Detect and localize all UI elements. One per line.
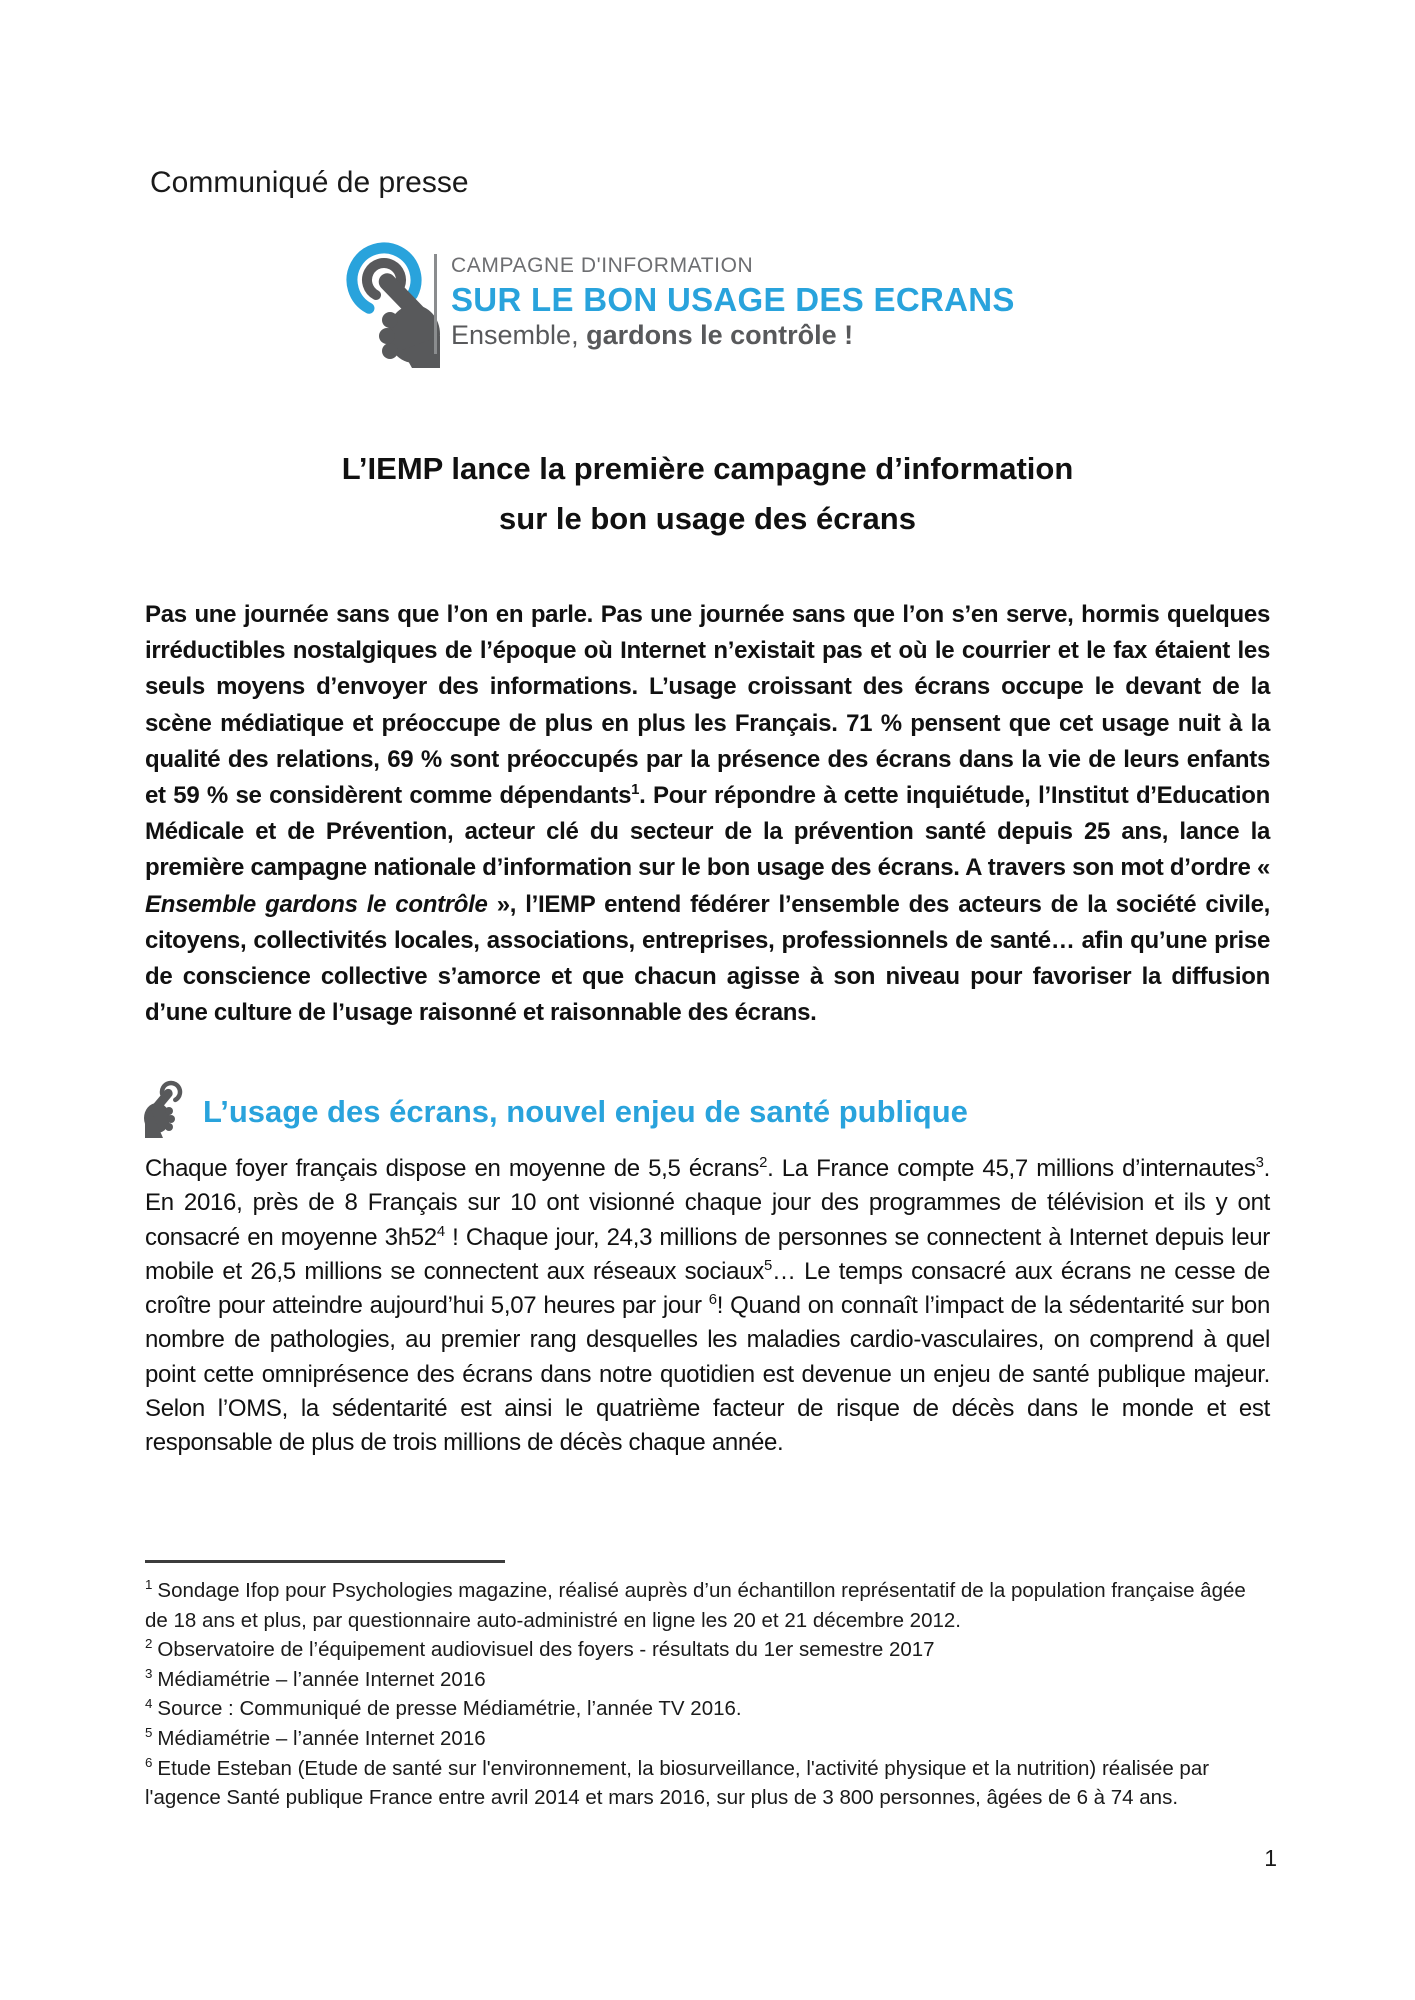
footnote-text: Médiamétrie – l’année Internet 2016 xyxy=(157,1726,486,1750)
intro-text-1: Pas une journée sans que l’on en parle. Pas une journée sans que l’on s’en serve, hormis quelques irréductibles nostalgiques de l’époque où Internet n’existait pas et où le courrier et le fax étaient les seuls moyens d’envoyer des informations. L’usage croissant des écrans occupe le devant de la scène médiatique et préoccupe de plus en plus les Français. 71 % pensent que cet usage nuit à la qualité des relations, 69 % sont préoccupés par la présence des écrans dans la vie de leurs enfants et 59 % se considèrent comme dépendants xyxy=(145,601,1270,810)
footnote-text: Observatoire de l’équipement audiovisuel des foyers - résultats du 1er semestre 2017 xyxy=(157,1638,935,1662)
document-title-line1: L’IEMP lance la première campagne d’information xyxy=(341,451,1074,486)
footnote-ref-6: 6 xyxy=(708,1292,717,1309)
footnote-number: 4 xyxy=(145,1695,153,1711)
body-text-1: Chaque foyer français dispose en moyenne de 5,5 écrans xyxy=(145,1155,760,1182)
footnote-separator xyxy=(145,1560,505,1563)
intro-text-2: . Pour répondre à cette inquiétude, l’Institut d’Education Médicale et de Prévention, acteur clé du secteur de la prévention santé depuis 25 ans, lance la première campagne nationale d’information sur le bon usage des écrans. A travers son mot d’ordre « xyxy=(145,782,1270,882)
intro-paragraph xyxy=(145,597,1270,1031)
page-number: 1 xyxy=(1264,1845,1277,1871)
section-title: L’usage des écrans, nouvel enjeu de santé publique xyxy=(203,1094,968,1129)
document-title-line2: sur le bon usage des écrans xyxy=(499,501,916,536)
footnote-text: Sondage Ifop pour Psychologies magazine, réalisé auprès d’un échantillon représentatif de la population française âgée de 18 ans et plus, par questionnaire auto-administré en ligne les 20 et 21 décembre 2012. xyxy=(145,1579,1246,1632)
logo-text-block xyxy=(451,240,1015,351)
body-text-5: … Le temps consacré aux écrans ne cesse de croître pour atteindre aujourd’hui 5,07 heures par jour xyxy=(145,1257,1270,1320)
footnote-text: Source : Communiqué de presse Médiamétrie, l’année TV 2016. xyxy=(157,1697,742,1721)
logo-tagline-bold: gardons le contrôle ! xyxy=(586,320,854,350)
footnote-number: 5 xyxy=(145,1725,153,1741)
logo-tagline xyxy=(451,320,1015,351)
footnote-item xyxy=(145,1724,1270,1754)
footnote-item xyxy=(145,1665,1270,1695)
footnote-ref-2: 2 xyxy=(759,1155,768,1171)
footnote-item xyxy=(145,1635,1270,1665)
footnote-ref-3: 3 xyxy=(1255,1155,1264,1171)
footnote-number: 1 xyxy=(145,1577,153,1593)
section-hand-icon xyxy=(143,1080,185,1143)
body-text-4: ! Chaque jour, 24,3 millions de personnes se connectent à Internet depuis leur mobile et 26,5 millions se connectent aux réseaux sociaux xyxy=(145,1223,1270,1285)
section-heading-row xyxy=(143,1078,968,1143)
intro-motto-italic: Ensemble gardons le contrôle xyxy=(145,890,488,918)
footnote-number: 2 xyxy=(145,1636,153,1652)
footnote-item xyxy=(145,1576,1270,1635)
footnote-item xyxy=(145,1694,1270,1724)
footnote-text: Etude Esteban (Etude de santé sur l'environnement, la biosurveillance, l'activité physique et la nutrition) réalisée par l'agence Santé publique France entre avril 2014 et mars 2016, sur plus de 3 800 personnes, âgées de 6 à 74 ans. xyxy=(145,1756,1210,1810)
body-text-6: ! Quand on connaît l’impact de la sédentarité sur bon nombre de pathologies, au premier rang desquelles les maladies cardio-vasculaires, on comprend à quel point cette omniprésence des écrans dans notre quotidien est devenue un enjeu de santé publique majeur. Selon l’OMS, la sédentarité est ainsi le quatrième facteur de risque de décès dans le monde et est responsable de plus de trois millions de décès chaque année. xyxy=(145,1292,1270,1457)
campaign-logo xyxy=(342,240,1015,368)
body-text-3: . En 2016, près de 8 Français sur 10 ont visionné chaque jour des programmes de télévision et ils y ont consacré en moyenne 3h52 xyxy=(145,1155,1270,1251)
footnote-text: Médiamétrie – l’année Internet 2016 xyxy=(157,1667,486,1691)
footnote-ref-5: 5 xyxy=(763,1257,772,1274)
body-paragraph xyxy=(145,1152,1270,1461)
footnote-ref-4: 4 xyxy=(436,1223,445,1240)
document-type-label: Communiqué de presse xyxy=(150,166,469,199)
logo-tagline-regular: Ensemble, xyxy=(451,320,587,350)
document-title xyxy=(145,444,1270,544)
footnote-ref-1: 1 xyxy=(631,782,640,799)
logo-main-title: SUR LE BON USAGE DES ECRANS xyxy=(451,281,1015,318)
body-text-2: . La France compte 45,7 millions d’internautes xyxy=(767,1155,1256,1182)
footnote-item xyxy=(145,1754,1270,1813)
logo-divider xyxy=(434,254,437,354)
footnote-number: 6 xyxy=(145,1754,153,1770)
logo-caption: CAMPAGNE D'INFORMATION xyxy=(451,254,754,277)
intro-text-3: », l’IEMP entend fédérer l’ensemble des acteurs de la société civile, citoyens, collectivités locales, associations, entreprises, professionnels de santé… afin qu’une prise de conscience collective s’amorce et que chacun agisse à son niveau pour favoriser la diffusion d’une culture de l’usage raisonné et raisonnable des écrans. xyxy=(145,890,1270,1027)
footnotes-block xyxy=(145,1576,1270,1813)
footnote-number: 3 xyxy=(145,1665,153,1681)
